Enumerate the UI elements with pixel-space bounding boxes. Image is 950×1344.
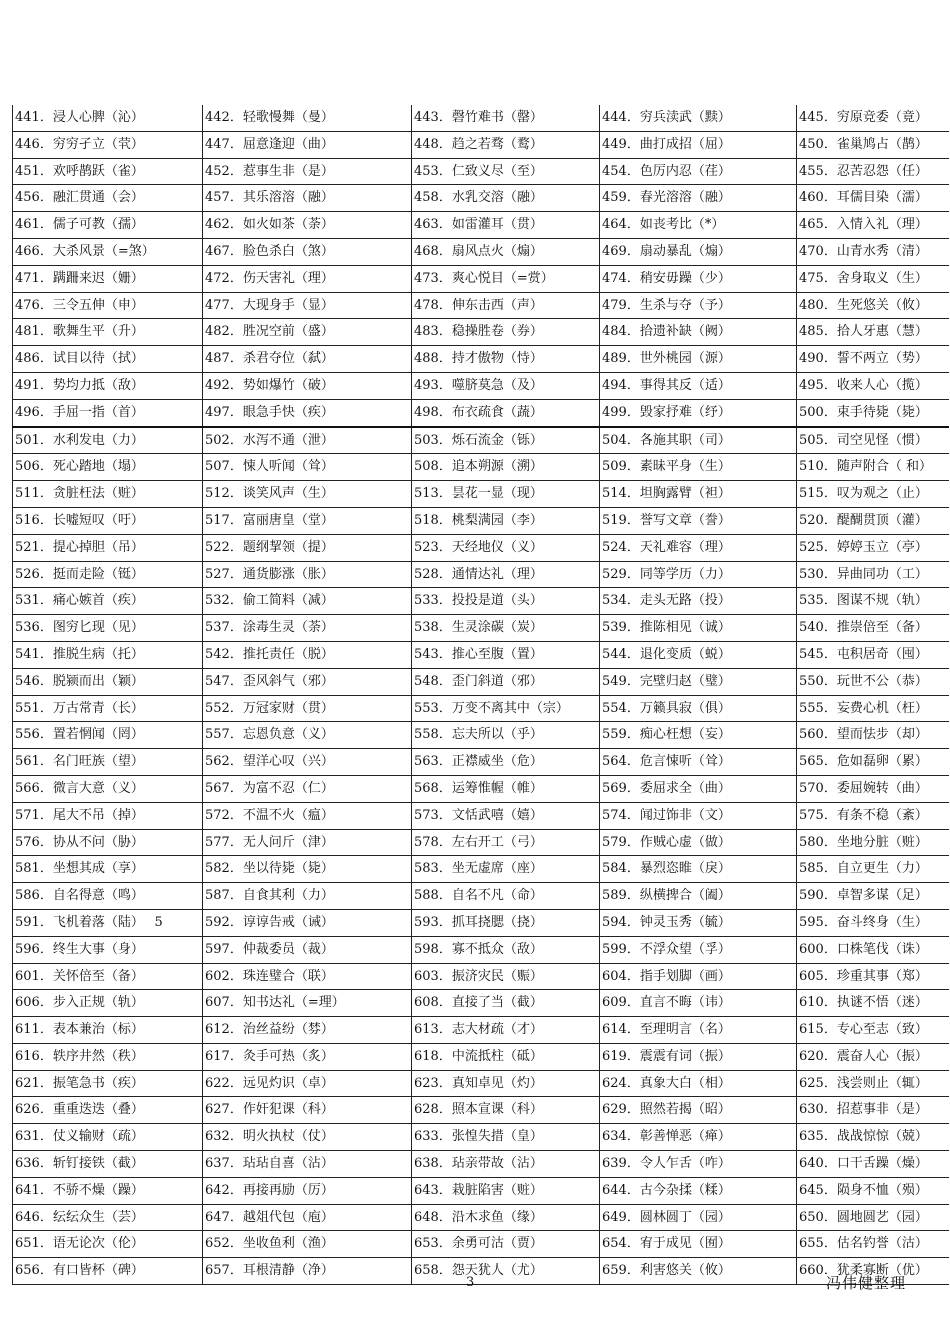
idiom-entry: 590．卓智多谋（足） [797, 883, 949, 910]
idiom-entry: 509．素昧平身（生） [600, 454, 797, 481]
idiom-entry: 460．耳儒目染（濡） [797, 185, 949, 212]
idiom-entry: 602．珠连璧合（联） [203, 963, 412, 990]
idiom-entry: 634．彰善惮恶（瘅） [600, 1124, 797, 1151]
idiom-entry: 550．玩世不公（恭） [797, 668, 949, 695]
idiom-entry: 481．歌舞生平（升） [13, 319, 203, 346]
idiom-entry: 630．招惹事非（是） [797, 1097, 949, 1124]
idiom-entry: 474．稍安毋躁（少） [600, 265, 797, 292]
table-row [13, 1097, 949, 1124]
table-row [13, 185, 949, 212]
idiom-entry: 571．尾大不吊（掉） [13, 802, 203, 829]
idiom-entry: 451．欢呼鹊跃（雀） [13, 158, 203, 185]
idiom-entry: 484．拾遗补缺（阙） [600, 319, 797, 346]
idiom-entry: 565．危如磊卵（累） [797, 749, 949, 776]
idiom-correction-table [12, 105, 948, 1285]
idiom-entry: 601．关怀倍至（备） [13, 963, 203, 990]
idiom-entry: 640．口干舌躁（燥） [797, 1151, 949, 1178]
table-row [13, 292, 949, 319]
idiom-entry: 514．坦胸露臂（袒） [600, 481, 797, 508]
idiom-entry: 622．远见灼识（卓） [203, 1070, 412, 1097]
table-row [13, 883, 949, 910]
idiom-entry: 614．至理明言（名） [600, 1017, 797, 1044]
idiom-entry: 615．专心至志（致） [797, 1017, 949, 1044]
table-row [13, 481, 949, 508]
idiom-entry: 631．仗义输财（疏） [13, 1124, 203, 1151]
idiom-entry: 458．水乳交溶（融） [412, 185, 600, 212]
idiom-entry: 580．坐地分脏（赃） [797, 829, 949, 856]
idiom-entry: 502．水泻不通（泄） [203, 427, 412, 454]
idiom-entry: 504．各施其职（司） [600, 427, 797, 454]
idiom-entry: 464．如丧考比（*） [600, 212, 797, 239]
idiom-entry: 629．照然若揭（昭） [600, 1097, 797, 1124]
table-row [13, 1124, 949, 1151]
table-row [13, 775, 949, 802]
idiom-entry: 465．入情入礼（理） [797, 212, 949, 239]
idiom-entry: 490．誓不两立（势） [797, 346, 949, 373]
idiom-entry: 524．天礼难容（理） [600, 534, 797, 561]
idiom-entry: 556．置若惘闻（罔） [13, 722, 203, 749]
idiom-entry: 527．通货膨涨（胀） [203, 561, 412, 588]
idiom-entry: 468．扇风点火（煽） [412, 238, 600, 265]
idiom-entry: 653．余勇可沽（贾） [412, 1231, 600, 1258]
idiom-entry: 467．脸色杀白（煞） [203, 238, 412, 265]
idiom-entry: 548．歪门斜道（邪） [412, 668, 600, 695]
idiom-entry: 535．图谋不规（轨） [797, 588, 949, 615]
idiom-entry: 600．口株笔伐（诛） [797, 936, 949, 963]
idiom-entry: 525．婷婷玉立（亭） [797, 534, 949, 561]
idiom-entry: 498．布衣疏食（蔬） [412, 399, 600, 426]
idiom-entry: 599．不浮众望（孚） [600, 936, 797, 963]
table-row [13, 1177, 949, 1204]
idiom-entry: 507．悚人听闻（耸） [203, 454, 412, 481]
idiom-entry: 473．爽心悦目（=赏） [412, 265, 600, 292]
idiom-entry: 570．委屈婉转（曲） [797, 775, 949, 802]
idiom-entry: 610．执谜不悟（迷） [797, 990, 949, 1017]
table-row [13, 534, 949, 561]
table-row [13, 856, 949, 883]
idiom-entry: 500．束手待毙（毙） [797, 399, 949, 426]
idiom-entry: 542．推托责任（脱） [203, 641, 412, 668]
idiom-entry: 618．中流抵柱（砥） [412, 1043, 600, 1070]
idiom-entry: 633．张惶失措（皇） [412, 1124, 600, 1151]
idiom-entry: 607．知书达礼（=理） [203, 990, 412, 1017]
idiom-entry: 443．磬竹难书（罄） [412, 105, 600, 131]
idiom-entry: 454．色厉内忍（荏） [600, 158, 797, 185]
idiom-entry: 611．表本兼治（标） [13, 1017, 203, 1044]
idiom-entry: 650．圆地圆艺（园） [797, 1204, 949, 1231]
table-row [13, 372, 949, 399]
table-row [13, 615, 949, 642]
table-row [13, 749, 949, 776]
idiom-entry: 560．望而怯步（却） [797, 722, 949, 749]
idiom-entry: 651．语无论次（伦） [13, 1231, 203, 1258]
idiom-entry: 526．挺而走险（铤） [13, 561, 203, 588]
idiom-entry: 511．贪脏枉法（赃） [13, 481, 203, 508]
idiom-entry: 486．试目以待（拭） [13, 346, 203, 373]
idiom-entry: 557．忘恩负意（义） [203, 722, 412, 749]
idiom-entry: 617．灸手可热（炙） [203, 1043, 412, 1070]
idiom-entry: 639．令人乍舌（咋） [600, 1151, 797, 1178]
idiom-entry: 516．长嘘短叹（吁） [13, 507, 203, 534]
idiom-entry: 549．完壁归赵（璧） [600, 668, 797, 695]
idiom-entry: 461．儒子可教（孺） [13, 212, 203, 239]
idiom-entry: 593．抓耳挠腮（挠） [412, 909, 600, 936]
idiom-entry: 648．沿木求鱼（缘） [412, 1204, 600, 1231]
idiom-entry: 466．大杀风景（=煞） [13, 238, 203, 265]
idiom-entry: 574．闻过饰非（文） [600, 802, 797, 829]
idiom-entry: 483．稳操胜卷（券） [412, 319, 600, 346]
idiom-entry: 506．死心踏地（塌） [13, 454, 203, 481]
idiom-entry: 612．治丝益纷（棼） [203, 1017, 412, 1044]
idiom-entry: 597．仲裁委员（裁） [203, 936, 412, 963]
idiom-entry: 539．推陈相见（诚） [600, 615, 797, 642]
idiom-entry: 604．指手划脚（画） [600, 963, 797, 990]
idiom-entry: 538．生灵涂碳（炭） [412, 615, 600, 642]
idiom-entry: 532．偷工简料（减） [203, 588, 412, 615]
idiom-entry: 528．通情达礼（理） [412, 561, 600, 588]
table-body [13, 105, 949, 1285]
idiom-entry: 659．利害悠关（攸） [600, 1258, 797, 1285]
idiom-entry: 638．玷亲带故（沾） [412, 1151, 600, 1178]
idiom-entry: 456．融汇贯通（会） [13, 185, 203, 212]
idiom-entry: 624．真象大白（相） [600, 1070, 797, 1097]
idiom-entry: 628．照本宣课（科） [412, 1097, 600, 1124]
idiom-entry: 567．为富不忍（仁） [203, 775, 412, 802]
idiom-entry: 596．终生大事（身） [13, 936, 203, 963]
idiom-entry: 536．图穷匕现（见） [13, 615, 203, 642]
table-row [13, 936, 949, 963]
idiom-entry: 547．歪风斜气（邪） [203, 668, 412, 695]
idiom-entry: 619．震震有词（振） [600, 1043, 797, 1070]
idiom-entry: 546．脱颍而出（颖） [13, 668, 203, 695]
idiom-entry: 566．微言大意（义） [13, 775, 203, 802]
idiom-entry: 645．陨身不恤（殒） [797, 1177, 949, 1204]
idiom-entry: 496．手屈一指（首） [13, 399, 203, 426]
idiom-entry: 581．坐想其成（享） [13, 856, 203, 883]
idiom-entry: 510．随声附合（ 和） [797, 454, 949, 481]
idiom-entry: 513．昙花一显（现） [412, 481, 600, 508]
idiom-entry: 449．曲打成招（屈） [600, 131, 797, 158]
idiom-entry: 564．危言悚听（耸） [600, 749, 797, 776]
idiom-entry: 508．追本朔源（溯） [412, 454, 600, 481]
idiom-entry: 621．振笔急书（疾） [13, 1070, 203, 1097]
idiom-entry: 476．三令五伸（申） [13, 292, 203, 319]
idiom-entry: 540．推崇倍至（备） [797, 615, 949, 642]
idiom-entry: 644．古今杂揉（糅） [600, 1177, 797, 1204]
idiom-entry: 493．噬脐莫急（及） [412, 372, 600, 399]
table-row [13, 427, 949, 454]
idiom-entry: 635．战战惊惊（兢） [797, 1124, 949, 1151]
idiom-entry: 488．持才傲物（恃） [412, 346, 600, 373]
table-row [13, 1043, 949, 1070]
idiom-entry: 562．望洋心叹（兴） [203, 749, 412, 776]
idiom-entry: 495．收来人心（揽） [797, 372, 949, 399]
idiom-entry: 450．雀巢鸠占（鹊） [797, 131, 949, 158]
idiom-entry: 616．轶序井然（秩） [13, 1043, 203, 1070]
idiom-entry: 445．穷原竞委（竟） [797, 105, 949, 131]
idiom-entry: 444．穷兵渎武（黩） [600, 105, 797, 131]
idiom-entry: 452．惹事生非（是） [203, 158, 412, 185]
idiom-entry: 592．谆谆告戒（诫） [203, 909, 412, 936]
table-row [13, 802, 949, 829]
idiom-entry: 582．坐以待毙（毙） [203, 856, 412, 883]
idiom-entry: 642．再接再励（厉） [203, 1177, 412, 1204]
idiom-entry: 579．作贼心虚（做） [600, 829, 797, 856]
idiom-entry: 518．桃梨满园（李） [412, 507, 600, 534]
idiom-entry: 520．醍醐贯顶（灌） [797, 507, 949, 534]
page-number: 3 [466, 1275, 475, 1290]
table-row [13, 105, 949, 131]
idiom-entry: 655．估名钓誉（沽） [797, 1231, 949, 1258]
idiom-entry: 595．奋斗终身（生） [797, 909, 949, 936]
idiom-entry: 512．谈笑风声（生） [203, 481, 412, 508]
table-row [13, 561, 949, 588]
idiom-entry: 480．生死悠关（攸） [797, 292, 949, 319]
idiom-entry: 563．正襟威坐（危） [412, 749, 600, 776]
idiom-entry: 585．自立更生（力） [797, 856, 949, 883]
table-row [13, 668, 949, 695]
idiom-entry: 647．越俎代包（庖） [203, 1204, 412, 1231]
table-row [13, 265, 949, 292]
idiom-entry: 649．圆林圆丁（园） [600, 1204, 797, 1231]
idiom-entry: 475．舍身取义（生） [797, 265, 949, 292]
idiom-entry: 472．伤天害礼（理） [203, 265, 412, 292]
table-row [13, 212, 949, 239]
idiom-entry: 636．斩钉接铁（截） [13, 1151, 203, 1178]
table-row [13, 399, 949, 426]
idiom-entry: 568．运筹惟幄（帷） [412, 775, 600, 802]
idiom-entry: 541．推脱生病（托） [13, 641, 203, 668]
table-row [13, 1258, 949, 1285]
idiom-entry: 453．仁致义尽（至） [412, 158, 600, 185]
idiom-entry: 643．栽脏陷害（赃） [412, 1177, 600, 1204]
table-row [13, 722, 949, 749]
idiom-entry: 552．万冠家财（贯） [203, 695, 412, 722]
idiom-entry: 447．屈意逢迎（曲） [203, 131, 412, 158]
idiom-entry: 482．胜况空前（盛） [203, 319, 412, 346]
idiom-entry: 603．振济灾民（赈） [412, 963, 600, 990]
idiom-entry: 529．同等学历（力） [600, 561, 797, 588]
idiom-entry: 584．暴烈恣睢（戾） [600, 856, 797, 883]
idiom-entry: 519．誉写文章（誊） [600, 507, 797, 534]
idiom-entry: 545．屯积居奇（囤） [797, 641, 949, 668]
idiom-entry: 573．文恬武嘻（嬉） [412, 802, 600, 829]
idiom-entry: 577．无人问斤（津） [203, 829, 412, 856]
idiom-entry: 531．痛心嫉首（疾） [13, 588, 203, 615]
table-row [13, 695, 949, 722]
idiom-entry: 503．烁石流金（铄） [412, 427, 600, 454]
idiom-entry: 515．叹为观之（止） [797, 481, 949, 508]
table-row [13, 1231, 949, 1258]
idiom-entry: 462．如火如茶（荼） [203, 212, 412, 239]
idiom-entry: 551．万古常青（长） [13, 695, 203, 722]
table-row [13, 507, 949, 534]
table-row [13, 641, 949, 668]
idiom-entry: 522．题纲挈领（提） [203, 534, 412, 561]
table-row [13, 346, 949, 373]
idiom-entry: 605．珍重其事（郑） [797, 963, 949, 990]
idiom-entry: 537．涂毒生灵（荼） [203, 615, 412, 642]
table-row [13, 1204, 949, 1231]
idiom-entry: 492．势如爆竹（破） [203, 372, 412, 399]
idiom-entry: 558．忘夫所以（乎） [412, 722, 600, 749]
idiom-entry: 623．真知卓见（灼） [412, 1070, 600, 1097]
idiom-entry: 576．协从不问（胁） [13, 829, 203, 856]
idiom-entry: 485．拾人牙惠（慧） [797, 319, 949, 346]
idiom-entry: 501．水利发电（力） [13, 427, 203, 454]
idiom-entry: 459．春光溶溶（融） [600, 185, 797, 212]
idiom-entry: 478．伸东击西（声） [412, 292, 600, 319]
idiom-entry: 652．坐收鱼利（渔） [203, 1231, 412, 1258]
idiom-entry: 588．自名不凡（命） [412, 883, 600, 910]
table-row [13, 1151, 949, 1178]
idiom-entry: 470．山青水秀（清） [797, 238, 949, 265]
idiom-entry: 654．宥于成见（囿） [600, 1231, 797, 1258]
idiom-entry: 477．大现身手（显） [203, 292, 412, 319]
table-row [13, 963, 949, 990]
idiom-entry: 583．坐无虚席（座） [412, 856, 600, 883]
idiom-entry: 626．重重迭迭（叠） [13, 1097, 203, 1124]
idiom-entry: 530．异曲同功（工） [797, 561, 949, 588]
idiom-entry: 632．明火执杖（仗） [203, 1124, 412, 1151]
idiom-entry: 487．杀君夺位（弑） [203, 346, 412, 373]
table-row [13, 1070, 949, 1097]
idiom-entry: 494．事得其反（适） [600, 372, 797, 399]
idiom-entry: 613．志大材疏（才） [412, 1017, 600, 1044]
idiom-entry: 569．委屈求全（曲） [600, 775, 797, 802]
idiom-entry: 544．退化变质（蜕） [600, 641, 797, 668]
table-row [13, 909, 949, 936]
idiom-entry: 499．毁家抒难（纾） [600, 399, 797, 426]
idiom-entry: 517．富丽唐皇（堂） [203, 507, 412, 534]
idiom-entry: 561．名门旺族（望） [13, 749, 203, 776]
idiom-entry: 641．不骄不燥（躁） [13, 1177, 203, 1204]
idiom-entry: 543．推心至腹（置） [412, 641, 600, 668]
idiom-entry: 586．自名得意（鸣） [13, 883, 203, 910]
idiom-entry: 505．司空见怪（惯） [797, 427, 949, 454]
idiom-entry: 627．作奸犯课（科） [203, 1097, 412, 1124]
idiom-entry: 657．耳根清静（净） [203, 1258, 412, 1285]
idiom-entry: 455．忍苦忍怨（任） [797, 158, 949, 185]
table-row [13, 158, 949, 185]
idiom-entry: 497．眼急手快（疾） [203, 399, 412, 426]
idiom-entry: 587．自食其利（力） [203, 883, 412, 910]
table-row [13, 454, 949, 481]
idiom-entry: 559．痴心枉想（妄） [600, 722, 797, 749]
table-row [13, 319, 949, 346]
table-row [13, 238, 949, 265]
idiom-entry: 533．投投是道（头） [412, 588, 600, 615]
idiom-entry: 554．万籁具寂（俱） [600, 695, 797, 722]
idiom-entry: 534．走头无路（投） [600, 588, 797, 615]
idiom-entry: 555．妄费心机（枉） [797, 695, 949, 722]
idiom-entry: 609．直言不晦（讳） [600, 990, 797, 1017]
idiom-entry: 521．提心掉胆（吊） [13, 534, 203, 561]
idiom-entry: 608．直接了当（截） [412, 990, 600, 1017]
idiom-entry: 589．纵横捭合（阖） [600, 883, 797, 910]
idiom-entry: 572．不温不火（瘟） [203, 802, 412, 829]
idiom-entry: 637．玷玷自喜（沾） [203, 1151, 412, 1178]
compiler-credit: 冯伟健整理 [826, 1274, 907, 1292]
idiom-entry: 646．纭纭众生（芸） [13, 1204, 203, 1231]
idiom-entry: 625．浅尝则止（辄） [797, 1070, 949, 1097]
idiom-entry: 489．世外桃园（源） [600, 346, 797, 373]
idiom-entry: 553．万变不离其中（宗） [412, 695, 600, 722]
idiom-entry: 469．扇动暴乱（煽） [600, 238, 797, 265]
table-row [13, 990, 949, 1017]
table-row [13, 131, 949, 158]
idiom-entry: 457．其乐溶溶（融） [203, 185, 412, 212]
idiom-entry: 656．有口皆杯（碑） [13, 1258, 203, 1285]
idiom-entry: 448．趋之若骛（鹜） [412, 131, 600, 158]
table-row [13, 1017, 949, 1044]
idiom-entry: 446．穷穷孑立（茕） [13, 131, 203, 158]
idiom-entry: 441．浸人心脾（沁） [13, 105, 203, 131]
idiom-entry: 523．天经地仪（义） [412, 534, 600, 561]
idiom-entry: 660．犹柔寡断（优） [797, 1258, 949, 1285]
idiom-entry: 575．有条不稳（紊） [797, 802, 949, 829]
idiom-entry: 463．如雷灌耳（贯） [412, 212, 600, 239]
idiom-entry: 620．震奋人心（振） [797, 1043, 949, 1070]
idiom-entry: 491．势均力抵（敌） [13, 372, 203, 399]
idiom-entry: 479．生杀与夺（予） [600, 292, 797, 319]
idiom-entry: 578．左右开工（弓） [412, 829, 600, 856]
idiom-entry: 606．步入正规（轨） [13, 990, 203, 1017]
table-row [13, 588, 949, 615]
table-row [13, 829, 949, 856]
idiom-entry: 591．飞机着落（陆） 5 [13, 909, 203, 936]
idiom-entry: 442．轻歌慢舞（曼） [203, 105, 412, 131]
idiom-entry: 598．寡不抵众（敌） [412, 936, 600, 963]
idiom-entry: 594．钟灵玉秀（毓） [600, 909, 797, 936]
idiom-entry: 658．怨天犹人（尤） [412, 1258, 600, 1285]
idiom-entry: 471．蹒跚来迟（姗） [13, 265, 203, 292]
